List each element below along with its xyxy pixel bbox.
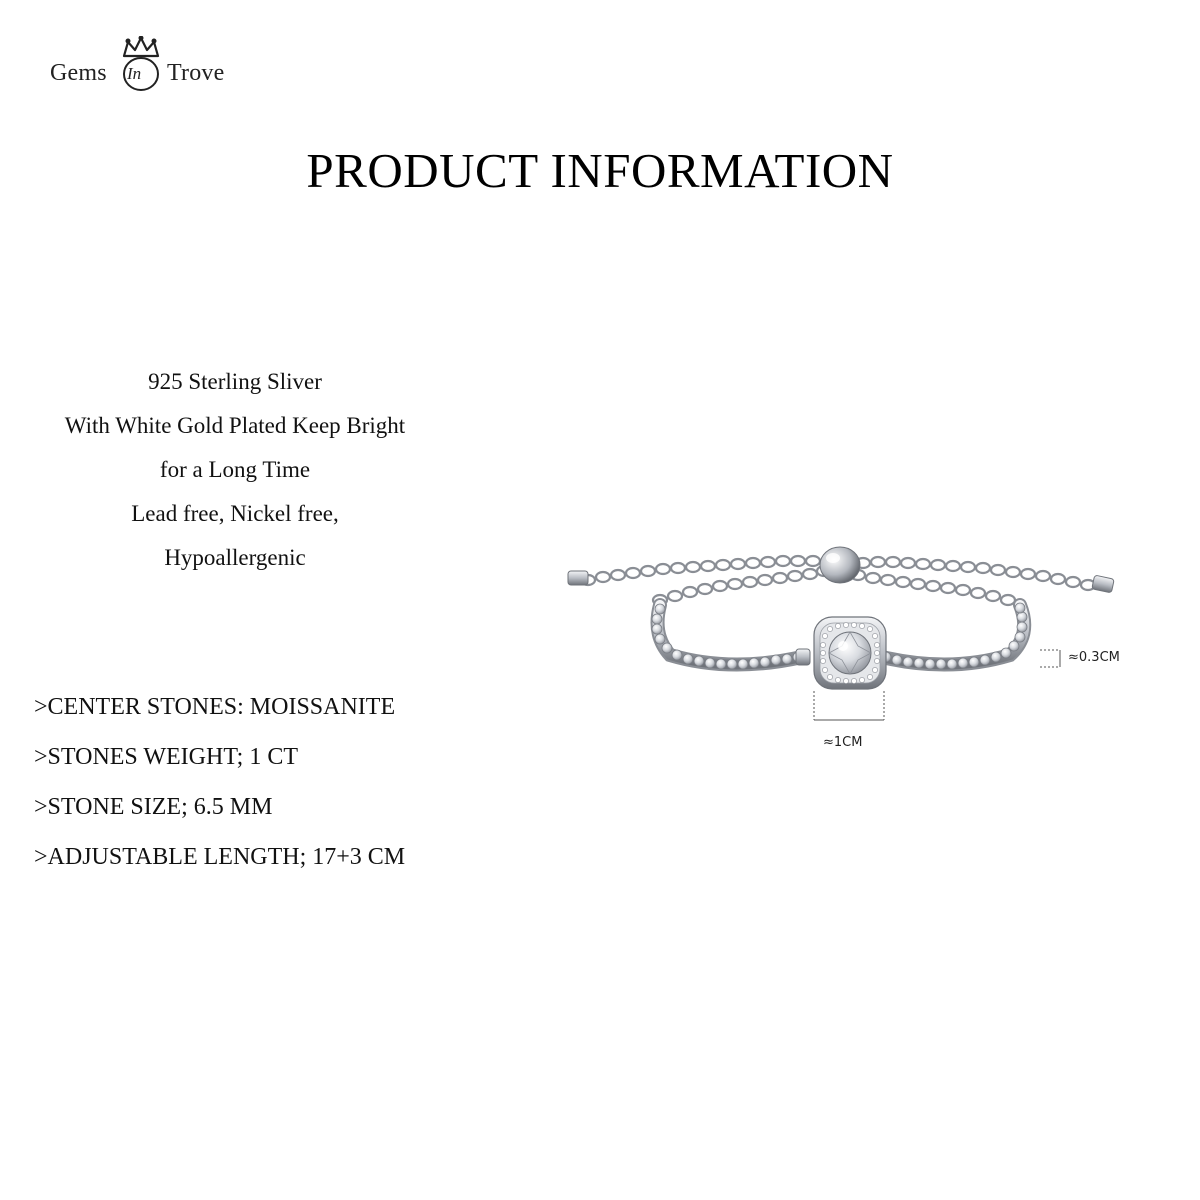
brand-word-in: In	[127, 64, 142, 83]
left-end-cap	[568, 571, 588, 585]
center-moissanite-stone	[829, 632, 871, 674]
description-line: With White Gold Plated Keep Bright	[64, 413, 406, 438]
description-line: for a Long Time	[159, 457, 311, 482]
product-specs	[34, 682, 405, 882]
spec-stones-weight: >STONES WEIGHT; 1 CT	[34, 744, 298, 770]
center-halo-setting	[814, 617, 886, 689]
tennis-band-left	[652, 604, 803, 669]
brand-word-gems: Gems	[50, 60, 107, 86]
page-title: PRODUCT INFORMATION	[306, 143, 894, 198]
band-width-label: ≈0.3CM	[1068, 650, 1120, 665]
product-description	[20, 360, 450, 580]
spec-stone-size: >STONE SIZE; 6.5 MM	[34, 794, 273, 820]
right-end-cap	[1092, 575, 1114, 593]
description-line: Hypoallergenic	[164, 545, 306, 570]
center-width-label: ≈1CM	[823, 735, 863, 750]
slider-bead	[820, 547, 860, 583]
spec-adjustable-length: >ADJUSTABLE LENGTH; 17+3 CM	[34, 844, 406, 870]
description-line: 925 Sterling Sliver	[148, 369, 322, 394]
spec-center-stones: >CENTER STONES: MOISSANITE	[34, 694, 396, 720]
tennis-band-right	[881, 603, 1027, 669]
brand-logo	[50, 32, 250, 92]
description-line: Lead free, Nickel free,	[131, 501, 339, 526]
brand-word-trove: Trove	[167, 60, 225, 86]
